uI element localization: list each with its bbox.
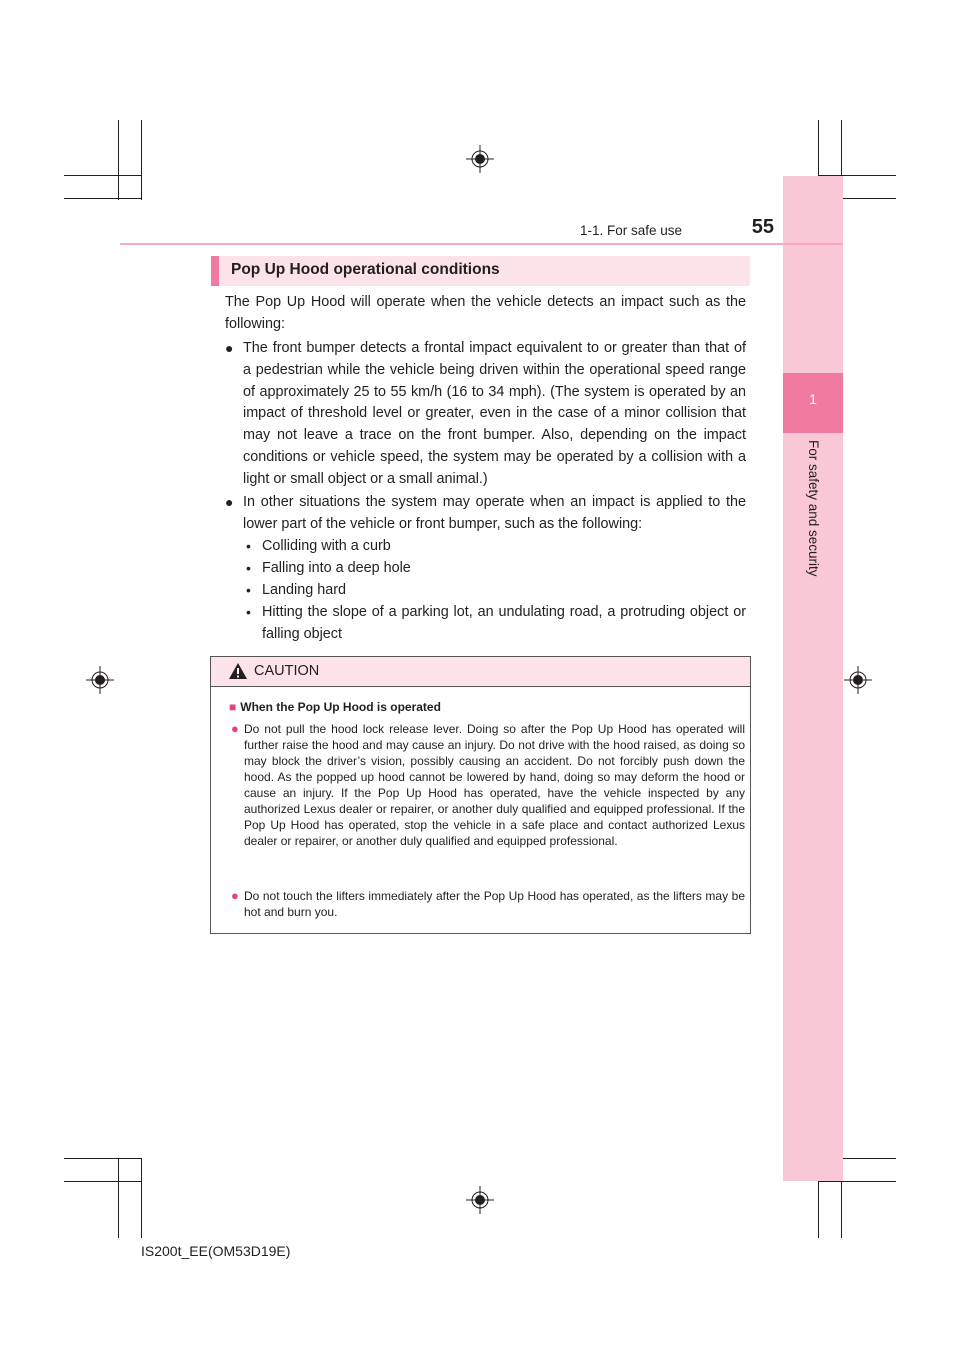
registration-mark-icon bbox=[466, 1186, 494, 1214]
warning-triangle-icon bbox=[228, 662, 248, 680]
crop-mark bbox=[118, 120, 119, 200]
sub-list-item-text: Falling into a deep hole bbox=[262, 560, 411, 576]
square-bullet-icon: ■ bbox=[229, 700, 237, 714]
crop-mark bbox=[64, 175, 142, 176]
intro-paragraph: The Pop Up Hood will operate when the vehicle detects an impact such as the following: bbox=[225, 294, 746, 332]
list-item bbox=[225, 492, 746, 536]
chapter-title-vertical bbox=[783, 440, 843, 590]
sub-list-item bbox=[246, 536, 746, 558]
caution-label: CAUTION bbox=[254, 663, 320, 679]
crop-mark bbox=[118, 1158, 119, 1238]
caution-item bbox=[231, 888, 745, 920]
sub-list-item bbox=[246, 602, 746, 646]
sub-list-item bbox=[246, 558, 746, 580]
crop-mark bbox=[64, 1158, 142, 1159]
sub-bullet-icon: • bbox=[246, 604, 251, 620]
caution-title-text: When the Pop Up Hood is operated bbox=[240, 700, 441, 714]
crop-mark bbox=[64, 198, 142, 199]
caution-title bbox=[229, 700, 441, 714]
sub-list-item-text: Hitting the slope of a parking lot, an undulating road, a protruding object or falling object bbox=[262, 604, 746, 642]
caution-item bbox=[231, 721, 745, 849]
caution-header bbox=[211, 657, 750, 687]
running-header-section: 1-1. For safe use bbox=[579, 223, 682, 238]
crop-mark bbox=[818, 1181, 896, 1182]
section-heading-text: Pop Up Hood operational conditions bbox=[231, 261, 500, 278]
crop-mark bbox=[64, 1181, 142, 1182]
registration-mark-icon bbox=[86, 666, 114, 694]
sub-bullet-icon: • bbox=[246, 560, 251, 576]
registration-mark-icon bbox=[466, 145, 494, 173]
sub-list-item-text: Landing hard bbox=[262, 582, 347, 598]
document-code: IS200t_EE(OM53D19E) bbox=[141, 1243, 291, 1259]
bullet-icon: ● bbox=[225, 340, 234, 356]
sub-bullet-icon: • bbox=[246, 582, 251, 598]
caution-box bbox=[210, 656, 751, 934]
list-item-text: In other situations the system may operate when an impact is applied to the lower part of the vehicle or front bumper, such as the following: bbox=[243, 494, 746, 532]
page-number: 55 bbox=[751, 216, 774, 238]
bullet-icon: ● bbox=[231, 888, 239, 903]
sub-bullet-icon: • bbox=[246, 538, 251, 554]
chapter-side-band bbox=[783, 176, 843, 1181]
chapter-title: For safety and security bbox=[806, 440, 821, 577]
list-item-text: The front bumper detects a frontal impact equivalent to or greater than that of a pedestrian while the vehicle being driven within the operational speed range of approximately 25 to 55 km/h (16 to 34 mph). (The system is operated by an impact of threshold level or greater, even in the case of a minor collision that may not leave a trace on the front bumper. Also, depending on the impact conditions or vehicle speed, the system may be operated by a collision with a light or small object or a small animal.) bbox=[243, 340, 746, 487]
section-heading bbox=[211, 256, 750, 286]
chapter-number: 1 bbox=[809, 391, 817, 407]
caution-item-text: Do not touch the lifters immediately after the Pop Up Hood has operated, as the lifters may be hot and burn you. bbox=[244, 889, 745, 919]
caution-item-text: Do not pull the hood lock release lever. Doing so after the Pop Up Hood has operated will further raise the hood and may cause an injury. Do not drive with the hood raised, as doing so may block the driver’s vision, possibly causing an accident. Do not forcibly push down the hood. As the popped up hood cannot be lowered by hand, doing so may deform the hood or cause an injury. If the Pop Up Hood has operated, have the vehicle inspected by any authorized Lexus dealer or repairer, or another duly qualified and equipped professional. If the Pop Up Hood has operated, stop the vehicle in a safe place and contact authorized Lexus dealer or repairer, or another duly qualified and equipped professional. bbox=[244, 722, 745, 848]
crop-mark bbox=[141, 120, 142, 200]
bullet-icon: ● bbox=[231, 721, 239, 736]
list-item bbox=[225, 338, 746, 491]
header-rule bbox=[120, 243, 843, 245]
registration-mark-icon bbox=[844, 666, 872, 694]
sub-list-item-text: Colliding with a curb bbox=[262, 538, 391, 554]
crop-mark bbox=[141, 1158, 142, 1238]
bullet-icon: ● bbox=[225, 494, 234, 510]
chapter-tab bbox=[783, 373, 843, 433]
sub-list-item bbox=[246, 580, 746, 602]
